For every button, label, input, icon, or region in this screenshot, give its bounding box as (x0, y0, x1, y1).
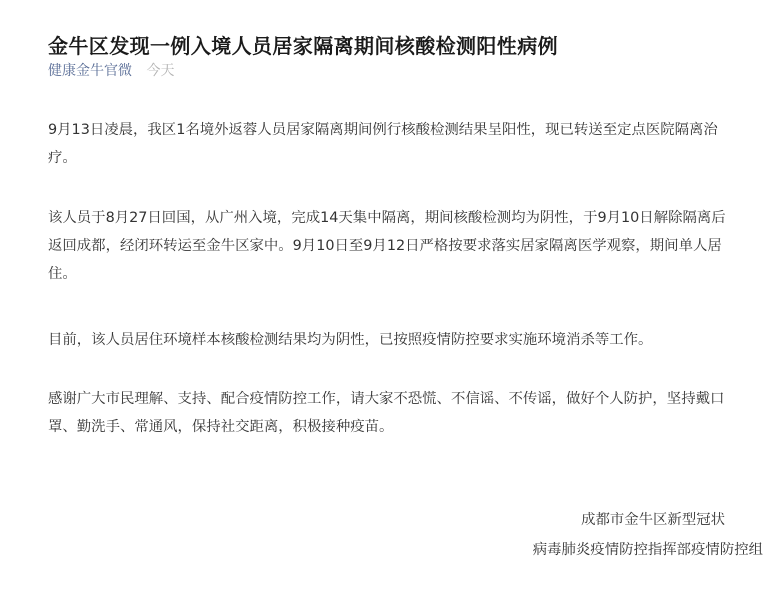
publish-date: 今天 (146, 63, 175, 79)
signature-line-1: 成都市金牛区新型冠状 (581, 512, 725, 528)
paragraph-3: 目前，该人员居住环境样本核酸检测结果均为阴性，已按照疫情防控要求实施环境消杀等工作。 (48, 332, 653, 348)
page-title: 金牛区发现一例入境人员居家隔离期间核酸检测阳性病例 (48, 34, 558, 59)
paragraph-2: 该人员于8月27日回国，从广州入境，完成14天集中隔离，期间核酸检测均为阴性，于9月10日解除隔离后返回成都，经闭环转运至金牛区家中。9月10日至9月12日严格按要求落实居家隔离医学观察，期间单人居住。 (48, 210, 726, 282)
paragraph-4: 感谢广大市民理解、支持、配合疫情防控工作，请大家不恐慌、不信谣、不传谣，做好个人防护，坚持戴口罩、勤洗手、常通风，保持社交距离，积极接种疫苗。 (48, 391, 725, 435)
article-meta (48, 61, 174, 81)
paragraph-1: 9月13日凌晨，我区1名境外返蓉人员居家隔离期间例行核酸检测结果呈阳性，现已转送至定点医院隔离治疗。 (48, 122, 718, 166)
signature-line-2: 病毒肺炎疫情防控指挥部疫情防控组 (532, 542, 763, 558)
account-link[interactable]: 健康金牛官微 (48, 63, 132, 79)
